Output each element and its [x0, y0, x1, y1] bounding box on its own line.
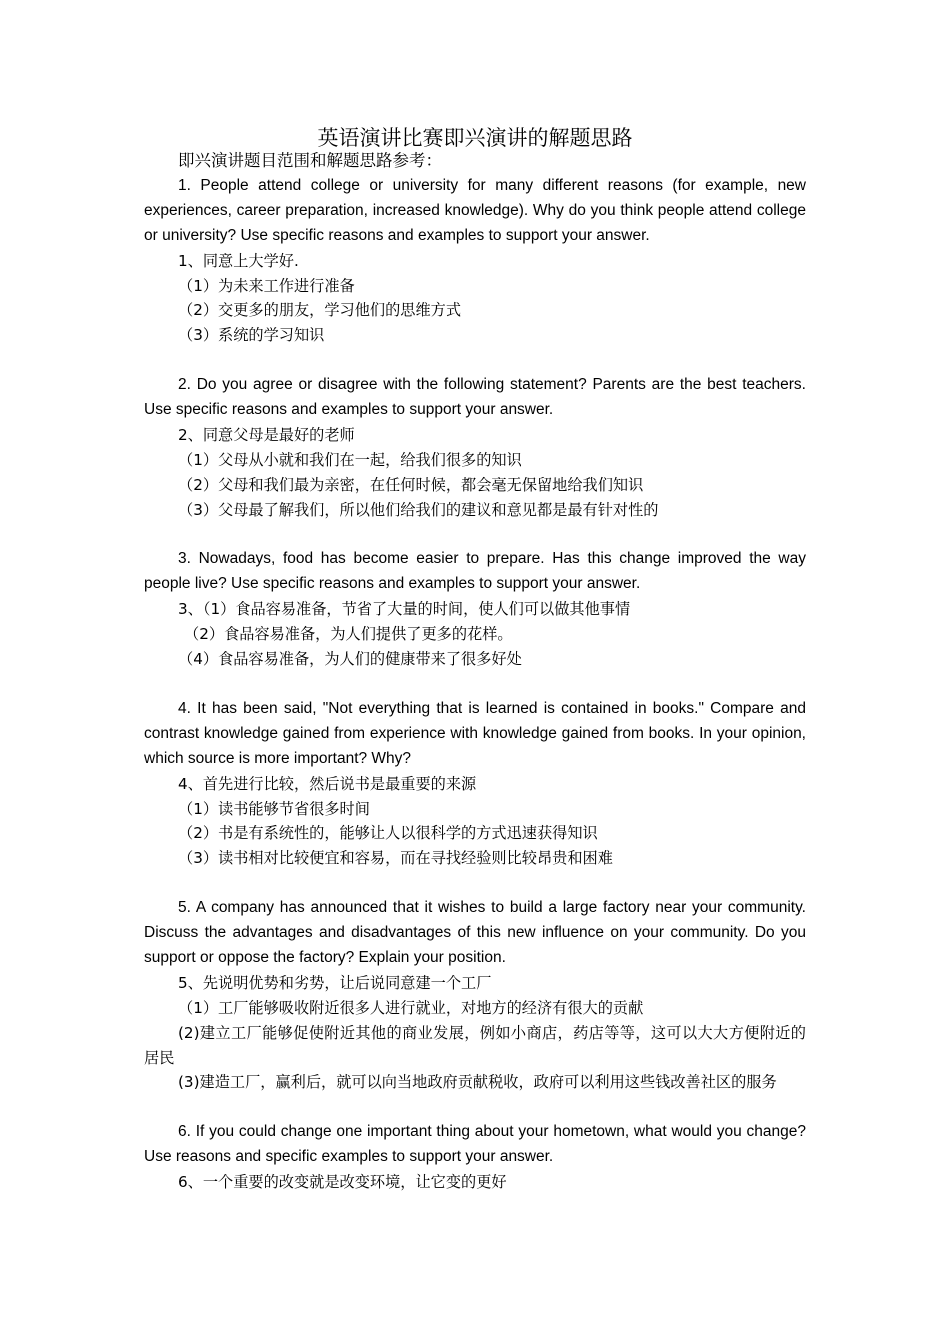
point-5-3: (3)建造工厂，赢利后，就可以向当地政府贡献税收，政府可以利用这些钱改善社区的服务 [178, 1073, 777, 1092]
point-4-2: （2）书是有系统性的，能够让人以很科学的方式迅速获得知识 [178, 824, 598, 843]
answer-4: 4、首先进行比较，然后说书是最重要的来源 [178, 774, 477, 793]
point-1-1: （1）为未来工作进行准备 [178, 276, 355, 295]
answer-2: 2、同意父母是最好的老师 [178, 425, 355, 444]
question-4: 4. It has been said, "Not everything that is learned is contained in books." Compare and contrast knowledge gained from experience with knowledge gained from books. In your opinion, which source is more important? Why? [144, 699, 806, 767]
point-5-1: （1）工厂能够吸收附近很多人进行就业，对地方的经济有很大的贡献 [178, 998, 644, 1017]
point-1-2: （2）交更多的朋友，学习他们的思维方式 [178, 301, 462, 320]
question-1: 1. People attend college or university for many different reasons (for example, new experiences, career preparation, increased knowledge). Why do you think people attend college or university? Use specific reasons and examples to support your answer. [144, 176, 806, 244]
question-5: 5. A company has announced that it wishes to build a large factory near your community. Discuss the advantages and disadvantages of this new influence on your community. Do you support or oppose the factory? Explain your position. [144, 899, 806, 966]
point-1-3: （3）系统的学习知识 [178, 326, 325, 345]
point-3-2: （4）食品容易准备，为人们的健康带来了很多好处 [178, 650, 522, 669]
point-2-1: （1）父母从小就和我们在一起，给我们很多的知识 [178, 450, 522, 469]
question-2: 2. Do you agree or disagree with the following statement? Parents are the best teachers. Use specific reasons and examples to support your answer. [144, 376, 806, 419]
spacer [144, 871, 806, 896]
spacer [144, 523, 806, 548]
answer-3: 3、（1）食品容易准备，节省了大量的时间，使人们可以做其他事情 [178, 600, 631, 619]
point-2-3: （3）父母最了解我们，所以他们给我们的建议和意见都是最有针对性的 [178, 500, 659, 519]
intro-heading: 即兴演讲题目范围和解题思路参考： [178, 151, 442, 170]
point-2-2: （2）父母和我们最为亲密，在任何时候，都会毫无保留地给我们知识 [178, 475, 644, 494]
point-5-2: (2)建立工厂能够促使附近其他的商业发展，例如小商店，药店等等，这可以大大方便附近的居民 [144, 1023, 806, 1067]
spacer [144, 1095, 806, 1120]
document-title: 英语演讲比赛即兴演讲的解题思路 [317, 126, 633, 150]
point-4-3: （3）读书相对比较便宜和容易，而在寻找经验则比较昂贵和困难 [178, 849, 613, 868]
answer-6: 6、一个重要的改变就是改变环境，让它变的更好 [178, 1173, 507, 1192]
question-3: 3. Nowadays, food has become easier to prepare. Has this change improved the way people live? Use specific reasons and examples to support your answer. [144, 550, 806, 593]
spacer [144, 672, 806, 697]
answer-5: 5、先说明优势和劣势，让后说同意建一个工厂 [178, 973, 492, 992]
spacer [144, 348, 806, 373]
question-6: 6. If you could change one important thing about your hometown, what would you change? Use reasons and specific examples to support your answer. [144, 1123, 806, 1166]
answer-1: 1、同意上大学好. [178, 251, 299, 270]
point-4-1: （1）读书能够节省很多时间 [178, 799, 370, 818]
document-body [144, 149, 806, 1195]
point-3-1: （2）食品容易准备，为人们提供了更多的花样。 [184, 625, 513, 644]
